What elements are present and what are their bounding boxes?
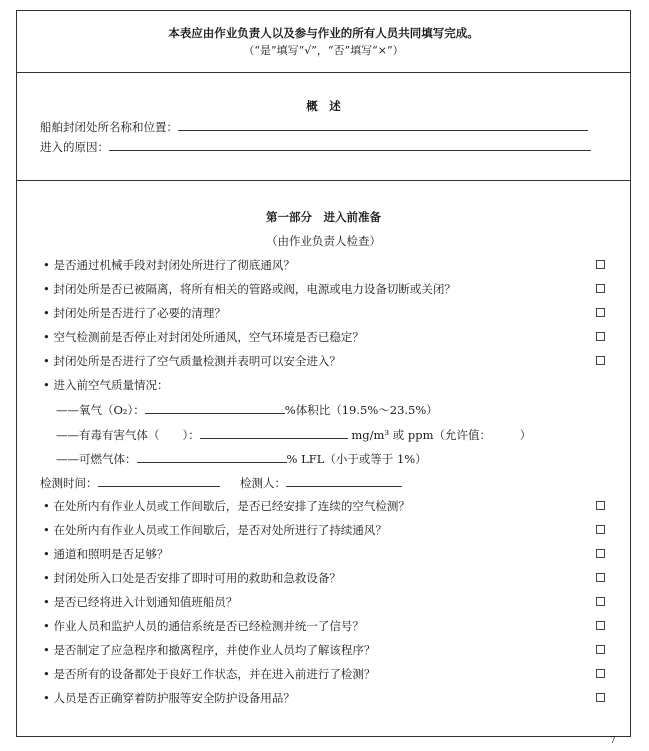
test-time-label: 检测时间： <box>40 476 98 490</box>
check-box[interactable] <box>596 501 605 510</box>
flammable-gas-unit: % LFL（小于或等于 1%） <box>286 452 427 466</box>
check-item: • 是否通过机械手段对封闭处所进行了彻底通风？ <box>43 258 295 272</box>
overview-title: 概 述 <box>306 99 341 113</box>
divider <box>16 72 631 73</box>
check-box[interactable] <box>596 693 605 702</box>
check-box[interactable] <box>596 332 605 341</box>
check-item: • 是否已经将进入计划通知值班船员？ <box>43 595 238 609</box>
check-item: • 在处所内有作业人员或工作间歇后，是否对处所进行了持续通风？ <box>43 523 387 537</box>
flammable-gas-label: ——可燃气体： <box>56 452 137 466</box>
location-label: 船舶封闭处所名称和位置： <box>40 120 178 134</box>
check-box[interactable] <box>596 260 605 269</box>
toxic-gas-label: ——有毒有害气体（ ）： <box>56 428 200 442</box>
check-item: • 封闭处所是否已被隔离，将所有相关的管路或阀，电源或电力设备切断或关闭？ <box>43 282 456 296</box>
check-item: • 作业人员和监护人员的通信系统是否已经检测并统一了信号？ <box>43 619 364 633</box>
check-box[interactable] <box>596 573 605 582</box>
check-item: • 空气检测前是否停止对封闭处所通风，空气环境是否已稳定？ <box>43 330 364 344</box>
check-item: • 通道和照明是否足够？ <box>43 547 169 561</box>
reason-field[interactable] <box>109 139 591 151</box>
check-box[interactable] <box>596 356 605 365</box>
inspector-field[interactable] <box>286 475 402 487</box>
oxygen-field[interactable] <box>145 402 285 414</box>
flammable-gas-field[interactable] <box>137 451 287 463</box>
check-box[interactable] <box>596 308 605 317</box>
check-box[interactable] <box>596 597 605 606</box>
oxygen-label: ——氧气（O₂）： <box>56 403 145 417</box>
divider <box>16 180 631 181</box>
page-number: 7 <box>610 736 616 746</box>
location-row <box>40 119 588 134</box>
check-item: • 是否制定了应急程序和撤离程序，并使作业人员均了解该程序？ <box>43 643 376 657</box>
check-box[interactable] <box>596 669 605 678</box>
oxygen-row <box>56 402 438 417</box>
air-quality-label: • 进入前空气质量情况： <box>43 378 169 392</box>
location-field[interactable] <box>178 119 588 131</box>
flammable-gas-row <box>56 451 427 466</box>
reason-label: 进入的原因： <box>40 140 109 154</box>
part1-title: 第一部分 进入前准备 <box>266 210 381 224</box>
reason-row <box>40 139 591 154</box>
check-box[interactable] <box>596 284 605 293</box>
check-item: • 封闭处所是否进行了空气质量检测并表明可以安全进入？ <box>43 354 341 368</box>
inspector-row <box>240 475 402 490</box>
inspector-label: 检测人： <box>240 476 286 490</box>
check-item: • 人员是否正确穿着防护服等安全防护设备用品？ <box>43 691 295 705</box>
check-box[interactable] <box>596 549 605 558</box>
toxic-gas-row <box>56 427 531 442</box>
toxic-gas-field[interactable] <box>200 427 348 439</box>
check-item: • 是否所有的设备都处于良好工作状态，并在进入前进行了检测？ <box>43 667 376 681</box>
check-box[interactable] <box>596 621 605 630</box>
toxic-gas-unit: mg/m³ 或 ppm（允许值： ） <box>351 428 532 442</box>
form-instruction: 本表应由作业负责人以及参与作业的所有人员共同填写完成。 <box>168 26 479 40</box>
fill-hint: （“是”填写“√”，“否”填写“×”） <box>243 44 404 57</box>
test-time-field[interactable] <box>98 475 220 487</box>
check-item: • 封闭处所入口处是否安排了即时可用的救助和急救设备？ <box>43 571 341 585</box>
check-box[interactable] <box>596 645 605 654</box>
check-box[interactable] <box>596 525 605 534</box>
check-item: • 封闭处所是否进行了必要的清理？ <box>43 306 226 320</box>
part1-subtitle: （由作业负责人检查） <box>266 234 381 248</box>
oxygen-unit: %体积比（19.5%～23.5%） <box>284 403 438 417</box>
test-time-row <box>40 475 220 490</box>
check-item: • 在处所内有作业人员或工作间歇后，是否已经安排了连续的空气检测？ <box>43 499 410 513</box>
